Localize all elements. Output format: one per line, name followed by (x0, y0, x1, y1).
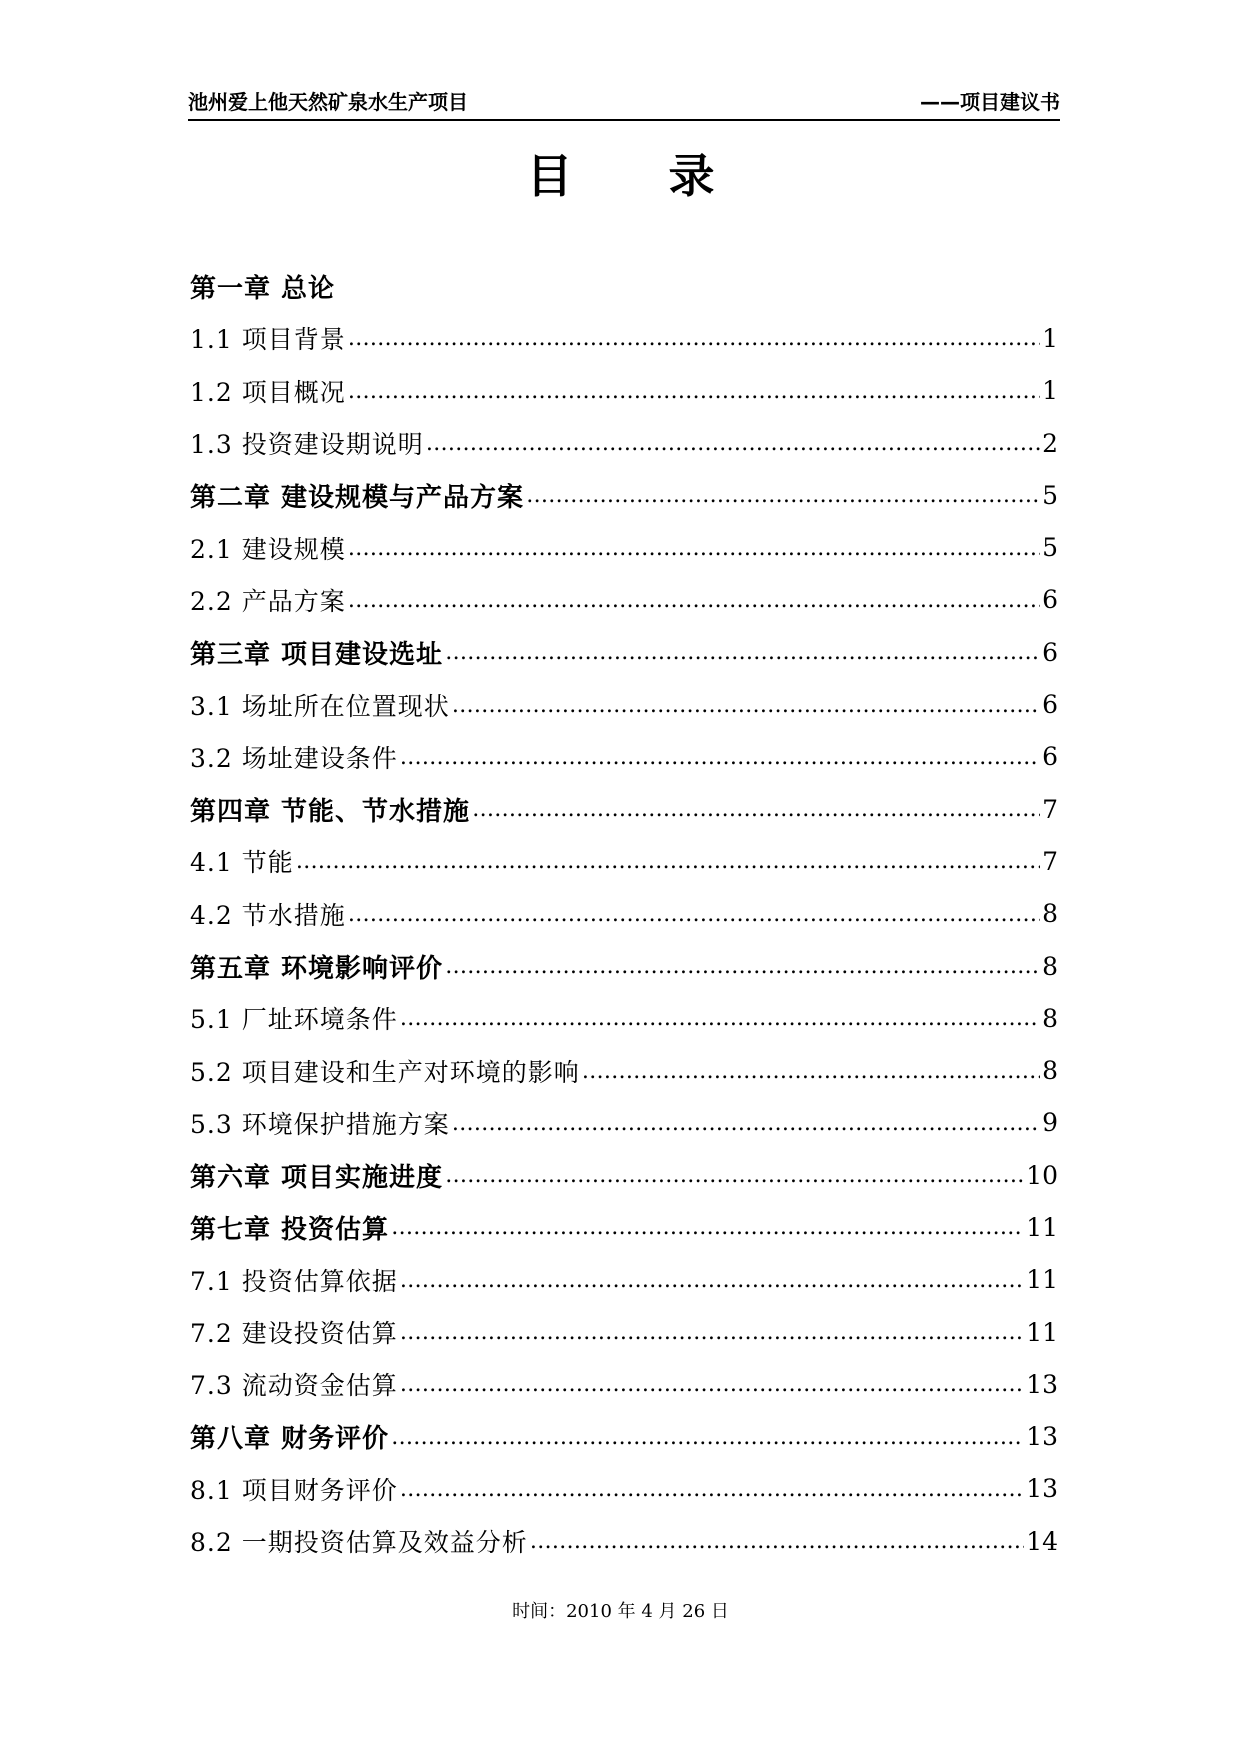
toc-section-entry[interactable] (190, 678, 1058, 730)
toc-dot-leader (348, 323, 1040, 353)
toc-dot-leader (452, 690, 1040, 720)
toc-page-number: 1 (1042, 323, 1058, 353)
toc-page-number: 8 (1042, 1003, 1058, 1033)
toc-section-entry[interactable] (190, 1044, 1058, 1096)
toc-dot-leader (296, 846, 1040, 876)
toc-page-number: 11 (1026, 1317, 1058, 1347)
toc-dot-leader (452, 1108, 1040, 1138)
toc-entry-label: 第六章 项目实施进度 (190, 1162, 444, 1193)
toc-section-entry[interactable] (190, 1097, 1058, 1149)
toc-dot-leader (400, 742, 1040, 772)
toc-page-number: 7 (1042, 794, 1058, 824)
toc-section-entry[interactable] (190, 1358, 1058, 1410)
toc-dot-leader (348, 585, 1040, 615)
toc-page-number: 7 (1042, 846, 1058, 876)
toc-dot-leader (400, 1003, 1040, 1033)
toc-entry-label: 5.1 厂址环境条件 (190, 1005, 398, 1035)
toc-page-number: 8 (1042, 899, 1058, 929)
toc-page-number: 13 (1026, 1474, 1058, 1504)
toc-entry-label: 2.1 建设规模 (190, 534, 346, 564)
toc-entry-label: 3.2 场址建设条件 (190, 743, 398, 773)
toc-chapter-entry[interactable] (190, 469, 1058, 521)
toc-entry-label: 5.3 环境保护措施方案 (190, 1109, 450, 1139)
toc-entry-label: 4.2 节水措施 (190, 900, 346, 930)
toc-page-number: 8 (1042, 1056, 1058, 1086)
toc-section-entry[interactable] (190, 888, 1058, 940)
toc-dot-leader (530, 1526, 1024, 1556)
toc-page-number: 8 (1042, 951, 1058, 981)
toc-section-entry[interactable] (190, 992, 1058, 1044)
toc-entry-label: 第五章 环境影响评价 (190, 953, 444, 984)
toc-section-entry[interactable] (190, 835, 1058, 887)
toc-page-number: 9 (1042, 1108, 1058, 1138)
toc-chapter-entry[interactable] (190, 626, 1058, 678)
toc-entry-label: 8.2 一期投资估算及效益分析 (190, 1528, 528, 1558)
toc-page-number: 6 (1042, 585, 1058, 615)
header-document-type: ——项目建议书 (920, 90, 1060, 114)
toc-entry-label: 第四章 节能、节水措施 (190, 796, 471, 827)
toc-chapter-entry[interactable] (190, 260, 1058, 312)
toc-section-entry[interactable] (190, 365, 1058, 417)
toc-page-number: 6 (1042, 690, 1058, 720)
toc-entry-label: 2.2 产品方案 (190, 586, 346, 616)
toc-dot-leader (445, 951, 1040, 981)
toc-dot-leader (400, 1265, 1024, 1295)
toc-dot-leader (582, 1056, 1040, 1086)
page-footer-date: 时间：2010 年 4 月 26 日 (512, 1601, 729, 1622)
toc-entry-label: 第一章 总论 (190, 273, 336, 304)
toc-entry-label: 1.2 项目概况 (190, 377, 346, 407)
toc-entry-label: 第七章 投资估算 (190, 1214, 390, 1245)
toc-section-entry[interactable] (190, 1463, 1058, 1515)
toc-page-number: 11 (1026, 1212, 1058, 1242)
toc-dot-leader (348, 376, 1040, 406)
toc-dot-leader (400, 1317, 1024, 1347)
toc-section-entry[interactable] (190, 1306, 1058, 1358)
toc-dot-leader (348, 899, 1040, 929)
toc-section-entry[interactable] (190, 731, 1058, 783)
toc-entry-label: 4.1 节能 (190, 848, 294, 878)
toc-section-entry[interactable] (190, 521, 1058, 573)
toc-entry-label: 5.2 项目建设和生产对环境的影响 (190, 1057, 580, 1087)
toc-chapter-entry[interactable] (190, 1201, 1058, 1253)
toc-dot-leader (472, 794, 1040, 824)
toc-entry-label: 7.3 流动资金估算 (190, 1371, 398, 1401)
toc-page-number: 1 (1042, 376, 1058, 406)
toc-dot-leader (391, 1422, 1024, 1452)
toc-chapter-entry[interactable] (190, 940, 1058, 992)
toc-entry-label: 7.2 建设投资估算 (190, 1319, 398, 1349)
toc-entry-label: 1.3 投资建设期说明 (190, 430, 424, 460)
toc-page-number: 5 (1042, 533, 1058, 563)
table-of-contents (190, 260, 1058, 1567)
toc-dot-leader (526, 480, 1040, 510)
toc-page-number: 6 (1042, 637, 1058, 667)
toc-entry-label: 3.1 场址所在位置现状 (190, 691, 450, 721)
toc-page-number: 13 (1026, 1369, 1058, 1399)
toc-entry-label: 1.1 项目背景 (190, 325, 346, 355)
header-project-name: 池州爱上他天然矿泉水生产项目 (188, 90, 468, 114)
toc-entry-label: 7.1 投资估算依据 (190, 1266, 398, 1296)
toc-section-entry[interactable] (190, 1254, 1058, 1306)
toc-section-entry[interactable] (190, 574, 1058, 626)
toc-dot-leader (348, 533, 1040, 563)
header-divider (188, 119, 1060, 121)
toc-dot-leader (400, 1369, 1024, 1399)
toc-page-number: 10 (1026, 1160, 1058, 1190)
toc-dot-leader (391, 1212, 1024, 1242)
toc-dot-leader (400, 1474, 1024, 1504)
toc-chapter-entry[interactable] (190, 1149, 1058, 1201)
toc-page-number: 5 (1042, 480, 1058, 510)
page-title: 目 录 (526, 149, 755, 203)
toc-dot-leader (445, 637, 1040, 667)
toc-page-number: 14 (1026, 1526, 1058, 1556)
toc-page-number: 11 (1026, 1265, 1058, 1295)
toc-section-entry[interactable] (190, 312, 1058, 364)
toc-entry-label: 第二章 建设规模与产品方案 (190, 482, 525, 513)
toc-entry-label: 第三章 项目建设选址 (190, 639, 444, 670)
toc-section-entry[interactable] (190, 417, 1058, 469)
toc-dot-leader (426, 428, 1040, 458)
toc-page-number: 2 (1042, 428, 1058, 458)
toc-chapter-entry[interactable] (190, 1411, 1058, 1463)
toc-entry-label: 第八章 财务评价 (190, 1424, 390, 1455)
page-header (188, 88, 1060, 116)
toc-section-entry[interactable] (190, 1515, 1058, 1567)
toc-chapter-entry[interactable] (190, 783, 1058, 835)
toc-page-number: 6 (1042, 742, 1058, 772)
toc-page-number: 13 (1026, 1422, 1058, 1452)
toc-dot-leader (445, 1160, 1024, 1190)
toc-entry-label: 8.1 项目财务评价 (190, 1475, 398, 1505)
